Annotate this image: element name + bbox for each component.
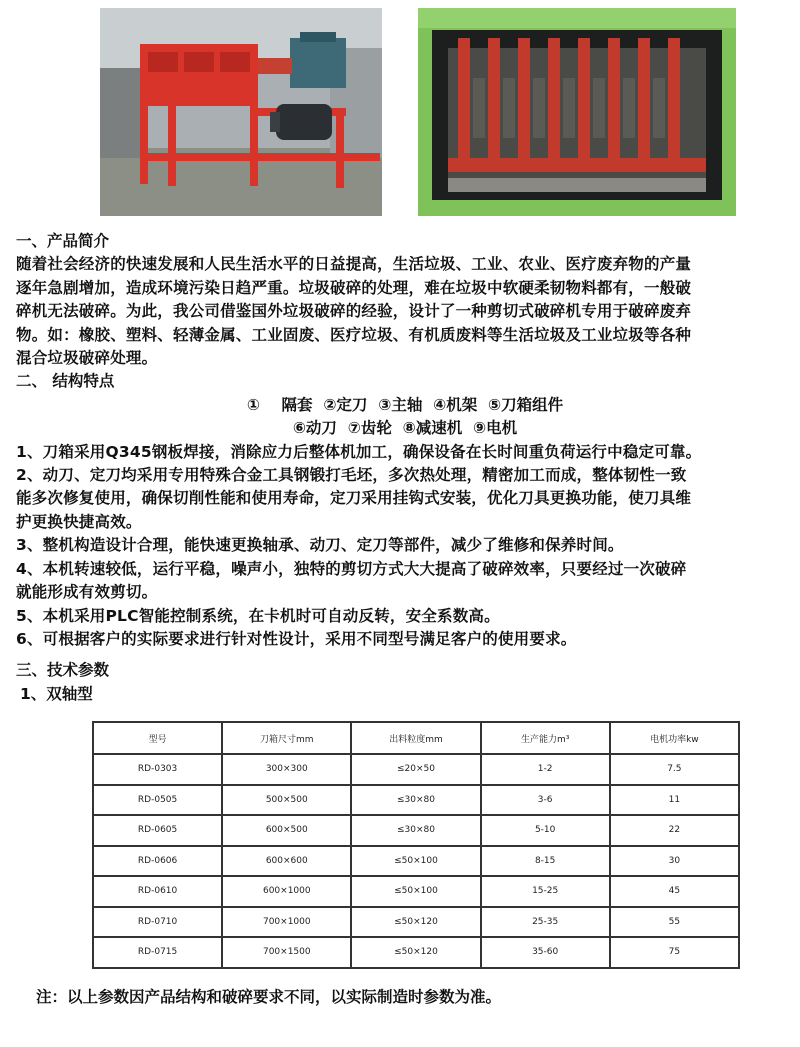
table-row xyxy=(93,907,739,938)
cell-particle-size: ≤50×120 xyxy=(351,937,480,968)
table-row xyxy=(93,937,739,968)
cell-model: RD-0505 xyxy=(93,785,222,816)
header-model: 型号 xyxy=(93,722,222,754)
cell-capacity: 1-2 xyxy=(481,754,610,785)
section1-line: 碎机无法破碎。为此，我公司借鉴国外垃圾破碎的经验，设计了一种剪切式破碎机专用于破碎废弃 xyxy=(16,302,692,321)
cell-motor-power: 22 xyxy=(610,815,739,846)
cell-box-size: 300×300 xyxy=(222,754,351,785)
cell-particle-size: ≤50×120 xyxy=(351,907,480,938)
feature-line: 能多次修复使用，确保切削性能和使用寿命，定刀采用挂钩式安装，优化刀具更换功能，使刀具维 xyxy=(16,489,692,508)
cell-model: RD-0710 xyxy=(93,907,222,938)
header-box-size: 刀箱尺寸mm xyxy=(222,722,351,754)
feature-line: 护更换快捷高效。 xyxy=(16,512,142,531)
cell-model: RD-0715 xyxy=(93,937,222,968)
header-motor-power: 电机功率kw xyxy=(610,722,739,754)
tech-params-table xyxy=(92,721,740,969)
section3-title: 三、技术参数 xyxy=(16,661,110,680)
section3-subtitle: 1、双轴型 xyxy=(20,684,93,703)
cell-particle-size: ≤50×100 xyxy=(351,876,480,907)
cell-box-size: 600×600 xyxy=(222,846,351,877)
cell-model: RD-0606 xyxy=(93,846,222,877)
cell-particle-size: ≤30×80 xyxy=(351,785,480,816)
cell-particle-size: ≤30×80 xyxy=(351,815,480,846)
cell-particle-size: ≤50×100 xyxy=(351,846,480,877)
cell-box-size: 600×1000 xyxy=(222,876,351,907)
table-row xyxy=(93,754,739,785)
table-row xyxy=(93,785,739,816)
table-row xyxy=(93,815,739,846)
shredder-machine-photo xyxy=(100,8,382,216)
feature-line: 1、刀箱采用Q345钢板焊接，消除应力后整体机加工，确保设备在长时间重负荷运行中稳定可靠。 xyxy=(16,442,702,461)
section1-para xyxy=(16,253,794,370)
section2-para xyxy=(16,441,794,652)
cell-motor-power: 55 xyxy=(610,907,739,938)
section1-title: 一、产品简介 xyxy=(16,232,110,250)
header-capacity: 生产能力m³ xyxy=(481,722,610,754)
cell-box-size: 600×500 xyxy=(222,815,351,846)
feature-line: 2、动刀、定刀均采用专用特殊合金工具钢锻打毛坯，多次热处理，精密加工而成，整体韧性一致 xyxy=(16,466,687,485)
document-body xyxy=(16,230,794,706)
cell-capacity: 3-6 xyxy=(481,785,610,816)
feature-line: 5、本机采用PLC智能控制系统，在卡机时可自动反转，安全系数高。 xyxy=(16,606,500,625)
cell-capacity: 15-25 xyxy=(481,876,610,907)
parts-list-line1: ① 隔套 ②定刀 ③主轴 ④机架 ⑤刀箱组件 xyxy=(246,395,564,414)
section1-line: 逐年急剧增加，造成环境污染日趋严重。垃圾破碎的处理，难在垃圾中软硬柔韧物料都有，一般破 xyxy=(16,278,692,297)
cell-capacity: 8-15 xyxy=(481,846,610,877)
tech-params-table-wrap xyxy=(92,721,740,969)
cutter-chamber-photo xyxy=(418,8,736,216)
cell-motor-power: 45 xyxy=(610,876,739,907)
cell-model: RD-0303 xyxy=(93,754,222,785)
footnote: 注：以上参数因产品结构和破碎要求不同，以实际制造时参数为准。 xyxy=(36,988,502,1006)
cell-box-size: 500×500 xyxy=(222,785,351,816)
cell-model: RD-0605 xyxy=(93,815,222,846)
section1-line: 随着社会经济的快速发展和人民生活水平的日益提高，生活垃圾、工业、农业、医疗废弃物的产量 xyxy=(16,255,692,274)
cell-motor-power: 30 xyxy=(610,846,739,877)
cell-capacity: 35-60 xyxy=(481,937,610,968)
cell-motor-power: 75 xyxy=(610,937,739,968)
parts-list-line2: ⑥动刀 ⑦齿轮 ⑧减速机 ⑨电机 xyxy=(292,419,518,438)
section1-line: 物。如：橡胶、塑料、轻薄金属、工业固废、医疗垃圾、有机质废料等生活垃圾及工业垃圾等各种 xyxy=(16,325,692,344)
cell-model: RD-0610 xyxy=(93,876,222,907)
section2-title: 二、 结构特点 xyxy=(16,372,115,391)
table-row xyxy=(93,846,739,877)
feature-line: 就能形成有效剪切。 xyxy=(16,583,158,602)
feature-line: 3、整机构造设计合理，能快速更换轴承、动刀、定刀等部件，减少了维修和保养时间。 xyxy=(16,536,624,555)
cell-capacity: 5-10 xyxy=(481,815,610,846)
table-header-row xyxy=(93,722,739,754)
cell-capacity: 25-35 xyxy=(481,907,610,938)
cell-box-size: 700×1000 xyxy=(222,907,351,938)
product-photos xyxy=(0,8,800,218)
feature-line: 6、可根据客户的实际要求进行针对性设计，采用不同型号满足客户的使用要求。 xyxy=(16,629,577,648)
feature-line: 4、本机转速较低，运行平稳，噪声小，独特的剪切方式大大提高了破碎效率，只要经过一次破碎 xyxy=(16,559,687,578)
cell-motor-power: 7.5 xyxy=(610,754,739,785)
cell-box-size: 700×1500 xyxy=(222,937,351,968)
cell-motor-power: 11 xyxy=(610,785,739,816)
table-row xyxy=(93,876,739,907)
section1-line: 混合垃圾破碎处理。 xyxy=(16,349,158,368)
header-particle-size: 出料粒度mm xyxy=(351,722,480,754)
cell-particle-size: ≤20×50 xyxy=(351,754,480,785)
